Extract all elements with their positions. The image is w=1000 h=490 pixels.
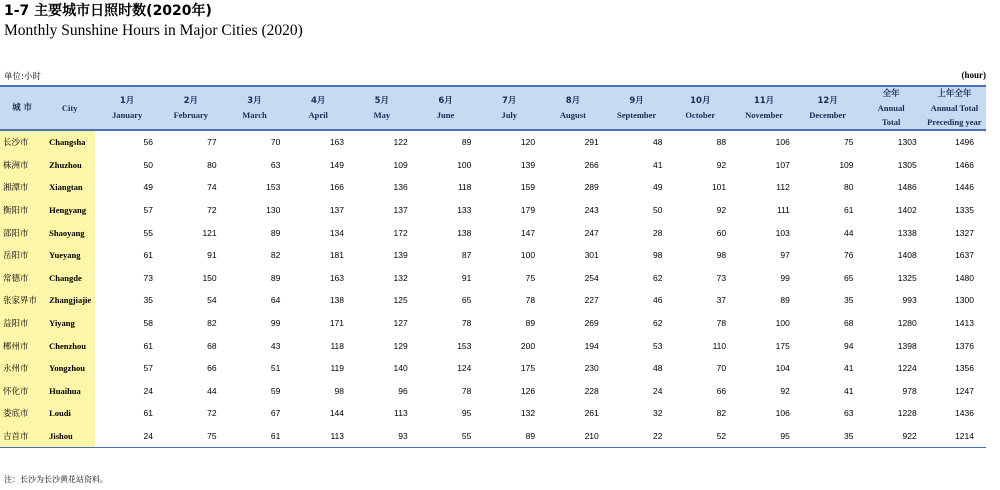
table-cell: 87 <box>461 250 472 261</box>
table-cell: 89 <box>477 425 541 448</box>
table-cell: 153 <box>457 340 472 351</box>
unit-label-en: (hour) <box>961 70 986 80</box>
table-cell: 1376 <box>955 340 974 351</box>
column-header <box>923 86 986 130</box>
table-cell: 92 <box>716 159 727 170</box>
table-cell: 44 <box>844 227 854 238</box>
table-cell: 159 <box>520 182 536 193</box>
table-row <box>0 334 986 357</box>
table-cell: 139 <box>520 159 536 170</box>
table-cell: 172 <box>393 227 408 238</box>
column-header-line: 12月 <box>817 96 838 106</box>
table-cell: 74 <box>207 182 217 193</box>
city-name-en: Yueyang <box>44 244 95 267</box>
table-cell: 100 <box>775 318 790 329</box>
city-name-en: Loudi <box>44 402 95 425</box>
city-name-cn: 湘潭市 <box>0 176 44 199</box>
table-cell: 103 <box>775 227 790 238</box>
table-cell: 1325 <box>897 272 917 283</box>
city-name-cn: 怀化市 <box>0 380 44 403</box>
table-cell: 65 <box>461 295 472 306</box>
table-cell: 978 <box>902 385 917 396</box>
table-cell: 266 <box>584 159 599 170</box>
table-cell: 228 <box>584 385 599 396</box>
table-cell: 111 <box>776 205 790 216</box>
table-cell: 1436 <box>955 408 974 419</box>
table-cell: 138 <box>457 227 472 238</box>
table-cell: 291 <box>584 137 599 148</box>
table-cell: 92 <box>780 385 790 396</box>
table-cell: 62 <box>652 318 663 329</box>
column-header <box>732 86 796 130</box>
table-cell: 922 <box>860 425 923 448</box>
table-cell: 88 <box>716 137 727 148</box>
table-cell: 243 <box>584 205 599 216</box>
table-cell: 100 <box>457 159 472 170</box>
table-cell: 301 <box>584 250 599 261</box>
table-cell: 76 <box>844 250 854 261</box>
table-cell: 63 <box>844 408 854 419</box>
table-cell: 75 <box>525 272 536 283</box>
table-cell: 163 <box>329 272 345 283</box>
table-cell: 112 <box>776 182 790 193</box>
table-cell: 95 <box>461 408 472 419</box>
column-header <box>605 86 669 130</box>
table-cell: 41 <box>652 159 663 170</box>
table-cell: 49 <box>652 182 663 193</box>
table-cell: 73 <box>716 272 727 283</box>
city-name-cn: 衡阳市 <box>0 199 44 222</box>
table-cell: 1338 <box>897 227 917 238</box>
table-cell: 132 <box>520 408 536 419</box>
column-header <box>350 86 414 130</box>
column-header-line: April <box>308 110 328 120</box>
unit-label: 单位:小时 <box>4 72 41 82</box>
table-cell: 75 <box>159 425 223 448</box>
city-name-en: Xiangtan <box>44 176 95 199</box>
table-cell: 52 <box>668 425 732 448</box>
table-cell: 171 <box>329 318 345 329</box>
table-row <box>0 130 986 154</box>
table-cell: 230 <box>584 363 599 374</box>
table-cell: 80 <box>207 159 217 170</box>
table-cell: 261 <box>584 408 599 419</box>
table-cell: 126 <box>520 385 536 396</box>
table-cell: 1496 <box>955 137 974 148</box>
table-cell: 54 <box>207 295 217 306</box>
table-cell: 101 <box>711 182 727 193</box>
table-cell: 113 <box>286 425 350 448</box>
table-cell: 122 <box>393 137 408 148</box>
column-header-line: 2月 <box>183 96 198 106</box>
table-cell: 194 <box>584 340 599 351</box>
city-name-en: Yiyang <box>44 312 95 335</box>
table-cell: 35 <box>796 425 860 448</box>
table-cell: 96 <box>398 385 408 396</box>
table-cell: 55 <box>414 425 478 448</box>
column-header <box>796 86 860 130</box>
table-cell: 22 <box>605 425 669 448</box>
table-cell: 166 <box>329 182 345 193</box>
city-name-cn: 永州市 <box>0 357 44 380</box>
table-cell: 132 <box>393 272 408 283</box>
table-cell: 1303 <box>897 137 917 148</box>
table-row <box>0 380 986 403</box>
table-cell: 68 <box>207 340 217 351</box>
table-cell: 1486 <box>897 182 917 193</box>
column-header-line: August <box>559 110 586 120</box>
table-cell: 1228 <box>897 408 917 419</box>
table-cell: 175 <box>775 340 790 351</box>
column-header-line: September <box>617 110 657 120</box>
table-cell: 136 <box>393 182 408 193</box>
column-header-line: 上年全年 <box>937 89 972 99</box>
city-name-cn: 郴州市 <box>0 334 44 357</box>
column-header-line: Annual <box>877 103 905 113</box>
table-cell: 53 <box>652 340 663 351</box>
table-cell: 24 <box>95 425 159 448</box>
table-cell: 64 <box>270 295 281 306</box>
table-cell: 127 <box>393 318 408 329</box>
table-cell: 269 <box>584 318 599 329</box>
table-cell: 95 <box>732 425 796 448</box>
table-cell: 254 <box>584 272 599 283</box>
table-cell: 147 <box>520 227 536 238</box>
table-cell: 125 <box>393 295 408 306</box>
column-header-line: Preceding year <box>927 117 982 127</box>
table-cell: 56 <box>143 137 153 148</box>
table-cell: 43 <box>270 340 281 351</box>
table-cell: 92 <box>716 205 727 216</box>
table-row <box>0 312 986 335</box>
table-cell: 24 <box>652 385 663 396</box>
column-header-line: February <box>173 110 209 120</box>
table-cell: 138 <box>329 295 345 306</box>
table-row <box>0 176 986 199</box>
table-cell: 82 <box>270 250 281 261</box>
column-header-line: 10月 <box>690 96 711 106</box>
table-cell: 1224 <box>897 363 917 374</box>
table-row <box>0 221 986 244</box>
table-cell: 57 <box>143 363 153 374</box>
table-row <box>0 154 986 177</box>
table-cell: 1480 <box>955 272 974 283</box>
column-header <box>541 86 605 130</box>
city-name-cn: 株洲市 <box>0 154 44 177</box>
column-header-line: 5月 <box>374 96 390 106</box>
column-header-line: October <box>685 110 716 120</box>
table-cell: 72 <box>207 205 217 216</box>
table-cell: 44 <box>207 385 217 396</box>
column-header <box>668 86 732 130</box>
city-name-cn: 益阳市 <box>0 312 44 335</box>
city-name-en: Huaihua <box>44 380 95 403</box>
table-cell: 66 <box>716 385 727 396</box>
table-row <box>0 357 986 380</box>
table-cell: 91 <box>461 272 472 283</box>
page-title-en: Monthly Sunshine Hours in Major Cities (2020) <box>4 22 303 39</box>
table-cell: 94 <box>844 340 854 351</box>
city-name-cn: 娄底市 <box>0 402 44 425</box>
table-cell: 70 <box>716 363 727 374</box>
table-cell: 140 <box>393 363 408 374</box>
city-name-en: Hengyang <box>44 199 95 222</box>
column-header-line: November <box>745 110 783 120</box>
page-title-cn: 1-7 主要城市日照时数(2020年) <box>4 3 212 19</box>
table-cell: 91 <box>207 250 217 261</box>
table-cell: 98 <box>652 250 663 261</box>
sunshine-table <box>0 85 986 448</box>
table-cell: 97 <box>780 250 790 261</box>
table-cell: 72 <box>207 408 217 419</box>
table-cell: 48 <box>652 137 663 148</box>
column-header-line: 6月 <box>438 96 453 106</box>
table-cell: 67 <box>270 408 281 419</box>
column-header-line: 1月 <box>119 96 135 106</box>
table-cell: 179 <box>520 205 536 216</box>
column-header-line: May <box>373 110 391 120</box>
table-cell: 50 <box>652 205 663 216</box>
city-name-en: Changsha <box>44 130 95 154</box>
column-header <box>860 86 923 130</box>
column-header-line: 3月 <box>247 96 262 106</box>
table-cell: 993 <box>902 295 917 306</box>
table-cell: 61 <box>143 408 153 419</box>
table-cell: 61 <box>223 425 287 448</box>
column-header-line: March <box>242 110 267 120</box>
table-cell: 99 <box>270 318 281 329</box>
table-cell: 130 <box>266 205 281 216</box>
city-name-en: Chenzhou <box>44 334 95 357</box>
city-name-cn: 张家界市 <box>0 289 44 312</box>
table-cell: 73 <box>143 272 153 283</box>
table-cell: 139 <box>393 250 408 261</box>
table-cell: 51 <box>270 363 281 374</box>
city-name-en: Jishou <box>44 425 95 448</box>
column-header-line: 全年 <box>882 89 900 99</box>
table-cell: 118 <box>457 182 472 193</box>
column-header <box>0 86 44 130</box>
table-cell: 35 <box>143 295 153 306</box>
table-cell: 210 <box>541 425 605 448</box>
footnote: 注：长沙为长沙黄花站资料。 <box>4 475 108 484</box>
table-cell: 1280 <box>897 318 917 329</box>
city-name-cn: 岳阳市 <box>0 244 44 267</box>
table-cell: 109 <box>393 159 408 170</box>
table-row <box>0 199 986 222</box>
table-cell: 61 <box>844 205 854 216</box>
table-cell: 1327 <box>955 227 974 238</box>
table-cell: 57 <box>143 205 153 216</box>
table-cell: 65 <box>844 272 854 283</box>
city-name-cn: 长沙市 <box>0 130 44 154</box>
table-cell: 247 <box>584 227 599 238</box>
table-cell: 89 <box>270 272 281 283</box>
table-cell: 1247 <box>955 385 974 396</box>
city-name-en: Changde <box>44 267 95 290</box>
column-header-line: 11月 <box>753 96 775 106</box>
table-cell: 149 <box>329 159 345 170</box>
column-header <box>414 86 478 130</box>
column-header-line: January <box>111 110 143 120</box>
table-cell: 60 <box>716 227 727 238</box>
table-cell: 104 <box>775 363 790 374</box>
city-name-en: Zhuzhou <box>44 154 95 177</box>
table-header-row <box>0 86 986 130</box>
table-cell: 55 <box>143 227 153 238</box>
column-header-line: July <box>501 110 518 120</box>
table-cell: 175 <box>520 363 536 374</box>
column-header-line: June <box>436 110 455 120</box>
table-cell: 50 <box>143 159 153 170</box>
column-header <box>159 86 223 130</box>
table-cell: 61 <box>143 250 153 261</box>
column-header-line: December <box>809 110 847 120</box>
city-name-cn: 邵阳市 <box>0 221 44 244</box>
table-cell: 37 <box>716 295 727 306</box>
city-name-cn: 吉首市 <box>0 425 44 448</box>
table-cell: 289 <box>584 182 599 193</box>
table-cell: 1408 <box>897 250 917 261</box>
column-header-line: 4月 <box>310 96 326 106</box>
column-header-line: 8月 <box>565 96 581 106</box>
table-cell: 89 <box>270 227 281 238</box>
table-cell: 118 <box>330 340 345 351</box>
table-cell: 70 <box>270 137 281 148</box>
column-header <box>223 86 287 130</box>
table-cell: 1413 <box>955 318 974 329</box>
table-cell: 1335 <box>955 205 974 216</box>
table-cell: 1398 <box>897 340 917 351</box>
table-cell: 59 <box>270 385 281 396</box>
city-name-en: Shaoyang <box>44 221 95 244</box>
table-cell: 106 <box>775 137 790 148</box>
table-cell: 119 <box>330 363 345 374</box>
column-header-line: 9月 <box>629 96 644 106</box>
table-cell: 66 <box>207 363 217 374</box>
table-cell: 89 <box>461 137 472 148</box>
table-cell: 137 <box>329 205 345 216</box>
table-cell: 32 <box>652 408 663 419</box>
table-cell: 181 <box>329 250 345 261</box>
table-cell: 63 <box>270 159 281 170</box>
table-cell: 98 <box>716 250 727 261</box>
table-row <box>0 244 986 267</box>
table-cell: 48 <box>652 363 663 374</box>
table-cell: 200 <box>520 340 536 351</box>
column-header-line: Total <box>881 117 901 127</box>
table-cell: 227 <box>584 295 599 306</box>
table-row <box>0 289 986 312</box>
table-cell: 82 <box>716 408 727 419</box>
table-cell: 1305 <box>897 159 917 170</box>
table-cell: 78 <box>525 295 536 306</box>
table-cell: 78 <box>716 318 727 329</box>
table-cell: 77 <box>207 137 217 148</box>
table-cell: 75 <box>844 137 854 148</box>
table-cell: 1637 <box>955 250 974 261</box>
table-cell: 1466 <box>955 159 974 170</box>
table-cell: 49 <box>143 182 153 193</box>
city-name-en: Zhangjiajie <box>44 289 95 312</box>
table-cell: 1356 <box>955 363 974 374</box>
table-cell: 78 <box>461 385 472 396</box>
table-cell: 133 <box>457 205 472 216</box>
table-cell: 137 <box>393 205 408 216</box>
column-header <box>44 86 95 130</box>
table-cell: 1300 <box>955 295 974 306</box>
table-row <box>0 425 986 448</box>
table-row <box>0 402 986 425</box>
table-cell: 109 <box>839 159 854 170</box>
table-cell: 78 <box>461 318 472 329</box>
table-cell: 120 <box>520 137 536 148</box>
column-header-line: 城 市 <box>12 103 33 113</box>
table-cell: 98 <box>334 385 345 396</box>
column-header <box>286 86 350 130</box>
column-header-line: Annual Total <box>930 103 979 113</box>
table-cell: 129 <box>393 340 408 351</box>
table-cell: 1214 <box>923 425 986 448</box>
table-cell: 163 <box>329 137 345 148</box>
table-cell: 153 <box>266 182 281 193</box>
column-header-line: 7月 <box>502 96 517 106</box>
table-cell: 106 <box>775 408 790 419</box>
table-cell: 62 <box>652 272 663 283</box>
table-cell: 1446 <box>955 182 974 193</box>
table-cell: 113 <box>394 408 408 419</box>
table-cell: 121 <box>202 227 217 238</box>
table-row <box>0 267 986 290</box>
table-cell: 61 <box>143 340 153 351</box>
table-cell: 41 <box>844 385 854 396</box>
table-cell: 150 <box>202 272 217 283</box>
table-cell: 28 <box>652 227 663 238</box>
table-cell: 58 <box>143 318 153 329</box>
table-cell: 100 <box>520 250 536 261</box>
city-name-cn: 常德市 <box>0 267 44 290</box>
table-cell: 24 <box>143 385 153 396</box>
column-header <box>95 86 159 130</box>
column-header-line: City <box>61 103 78 113</box>
table-cell: 89 <box>780 295 790 306</box>
table-cell: 107 <box>775 159 790 170</box>
table-cell: 1402 <box>897 205 917 216</box>
column-header <box>477 86 541 130</box>
table-cell: 46 <box>652 295 663 306</box>
table-cell: 134 <box>329 227 345 238</box>
table-cell: 89 <box>525 318 536 329</box>
table-cell: 99 <box>780 272 790 283</box>
table-cell: 144 <box>329 408 345 419</box>
table-cell: 41 <box>844 363 854 374</box>
table-cell: 80 <box>844 182 854 193</box>
table-cell: 68 <box>844 318 854 329</box>
table-cell: 110 <box>712 340 727 351</box>
table-cell: 35 <box>844 295 854 306</box>
table-cell: 82 <box>207 318 217 329</box>
table-body <box>0 130 986 448</box>
table-cell: 93 <box>350 425 414 448</box>
table-cell: 124 <box>457 363 472 374</box>
city-name-en: Yongzhou <box>44 357 95 380</box>
